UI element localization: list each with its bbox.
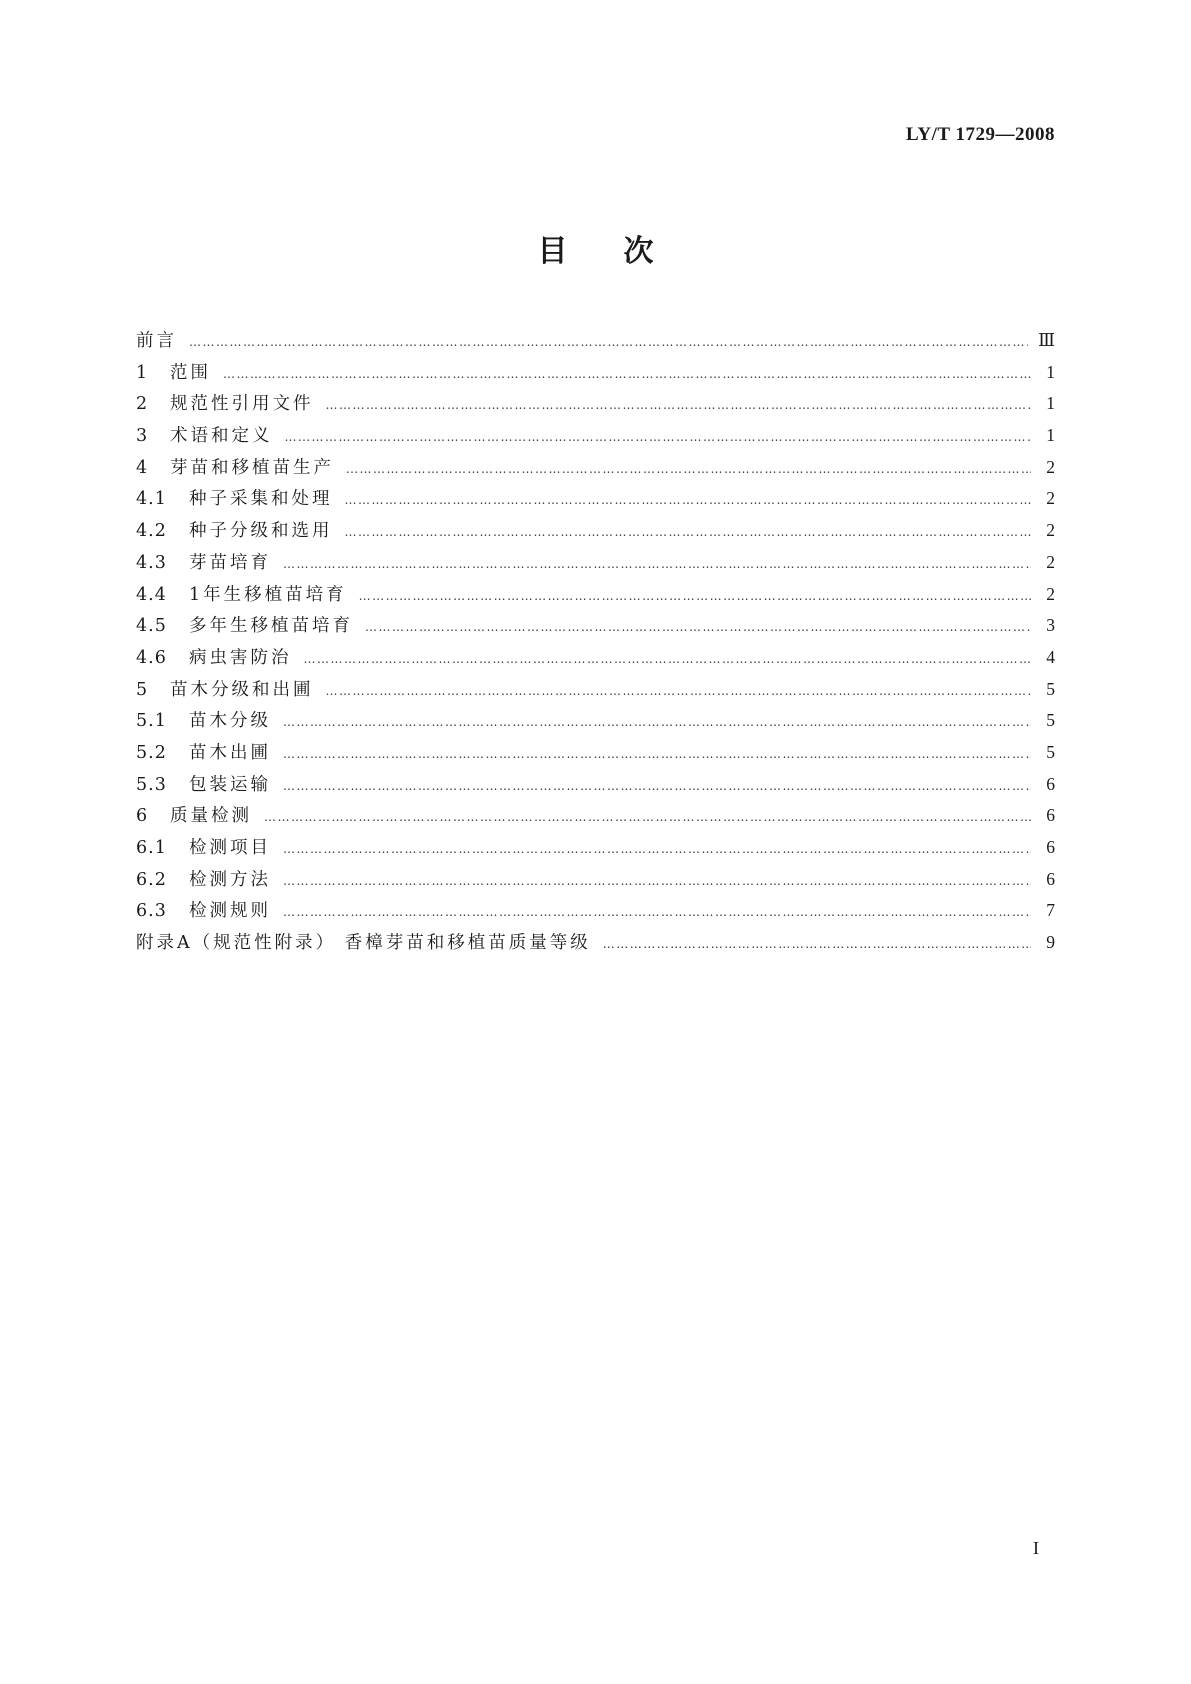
toc-dot-leader xyxy=(345,485,1032,517)
toc-entry-label: 附录A（规范性附录） 香樟芽苗和移植苗质量等级 xyxy=(136,933,591,954)
toc-section-number: 6.3 xyxy=(136,901,167,922)
toc-entry-label: 质量检测 xyxy=(170,806,252,827)
toc-entry-6-3[interactable] xyxy=(136,895,1055,927)
toc-entry-4-4[interactable] xyxy=(136,579,1055,611)
toc-section-number: 4.5 xyxy=(136,616,167,637)
toc-section-number: 4.1 xyxy=(136,489,167,510)
toc-entry-4-6[interactable] xyxy=(136,642,1055,674)
toc-entry-2[interactable] xyxy=(136,388,1055,420)
toc-entry-appendix-a[interactable] xyxy=(136,927,1055,959)
toc-dot-leader xyxy=(326,676,1032,708)
toc-section-number: 5.3 xyxy=(136,774,167,795)
toc-entry-5[interactable] xyxy=(136,674,1055,706)
toc-section-number: 3 xyxy=(136,426,149,447)
toc-entry-label: 检测规则 xyxy=(189,901,271,922)
toc-dot-leader xyxy=(283,549,1031,581)
toc-dot-leader xyxy=(283,771,1031,803)
toc-entry-label: 种子采集和处理 xyxy=(189,489,333,510)
toc-dot-leader xyxy=(283,834,1031,866)
toc-entry-3[interactable] xyxy=(136,420,1055,452)
toc-section-number: 5 xyxy=(136,679,149,700)
toc-entry-label: 1年生移植苗培育 xyxy=(189,584,347,605)
toc-entry-label: 前言 xyxy=(136,331,177,351)
toc-dot-leader xyxy=(223,359,1031,391)
toc-page-number: 1 xyxy=(1046,393,1055,414)
toc-section-number: 5.2 xyxy=(136,742,167,763)
toc-entry-label: 苗木分级 xyxy=(189,711,271,732)
toc-entry-label: 芽苗培育 xyxy=(189,552,271,573)
toc-entry-label: 术语和定义 xyxy=(170,426,273,447)
toc-entry-5-2[interactable] xyxy=(136,737,1055,769)
toc-section-number: 4 xyxy=(136,457,149,478)
standard-code: LY/T 1729—2008 xyxy=(905,124,1055,145)
toc-page-number: 2 xyxy=(1046,520,1055,541)
toc-page-number: 2 xyxy=(1046,551,1055,572)
toc-page-number: 1 xyxy=(1046,425,1055,446)
toc-page-number: 5 xyxy=(1046,678,1055,699)
toc-dot-leader xyxy=(264,802,1031,834)
toc-dot-leader xyxy=(345,517,1032,549)
toc-section-number: 1 xyxy=(136,362,149,383)
toc-entry-4-3[interactable] xyxy=(136,547,1055,579)
toc-entry-1[interactable] xyxy=(136,357,1055,389)
toc-entry-5-3[interactable] xyxy=(136,769,1055,801)
table-of-contents xyxy=(136,325,1055,959)
toc-page-number: 2 xyxy=(1046,583,1055,604)
toc-dot-leader xyxy=(189,327,1028,359)
toc-section-number: 2 xyxy=(136,394,149,415)
toc-entry-6-1[interactable] xyxy=(136,832,1055,864)
toc-section-number: 4.6 xyxy=(136,647,167,668)
toc-entry-4[interactable] xyxy=(136,452,1055,484)
toc-dot-leader xyxy=(304,644,1032,676)
toc-entry-5-1[interactable] xyxy=(136,705,1055,737)
toc-page-number: 3 xyxy=(1046,615,1055,636)
toc-page-number: 5 xyxy=(1046,710,1055,731)
toc-section-number: 6.2 xyxy=(136,869,167,890)
toc-page-number: 9 xyxy=(1046,932,1055,953)
toc-dot-leader xyxy=(285,422,1032,454)
toc-page-number: 2 xyxy=(1046,488,1055,509)
toc-entry-label: 规范性引用文件 xyxy=(170,394,314,415)
toc-page-number: 5 xyxy=(1046,741,1055,762)
toc-entry-label: 苗木分级和出圃 xyxy=(170,679,314,700)
toc-page-number: 7 xyxy=(1046,900,1055,921)
toc-entry-6[interactable] xyxy=(136,800,1055,832)
toc-page-number: 1 xyxy=(1046,361,1055,382)
toc-page-number: 6 xyxy=(1046,773,1055,794)
toc-section-number: 4.2 xyxy=(136,521,167,542)
toc-dot-leader xyxy=(283,897,1031,929)
toc-entry-label: 检测方法 xyxy=(189,869,271,890)
toc-entry-foreword[interactable] xyxy=(136,325,1055,357)
toc-entry-label: 多年生移植苗培育 xyxy=(189,616,353,637)
toc-entry-label: 种子分级和选用 xyxy=(189,521,333,542)
toc-entry-4-5[interactable] xyxy=(136,610,1055,642)
toc-section-number: 6.1 xyxy=(136,838,167,858)
toc-page-number: 2 xyxy=(1046,456,1055,477)
toc-entry-4-2[interactable] xyxy=(136,515,1055,547)
toc-dot-leader xyxy=(283,739,1031,771)
toc-dot-leader xyxy=(603,929,1031,961)
toc-entry-label: 病虫害防治 xyxy=(189,647,292,668)
toc-section-number: 4.4 xyxy=(136,584,167,605)
toc-entry-label: 包装运输 xyxy=(189,774,271,795)
toc-page-number: Ⅲ xyxy=(1038,330,1055,350)
toc-dot-leader xyxy=(346,454,1031,486)
toc-section-number: 6 xyxy=(136,806,149,827)
toc-entry-label: 范围 xyxy=(170,362,211,383)
toc-page-number: 6 xyxy=(1046,868,1055,889)
toc-entry-4-1[interactable] xyxy=(136,483,1055,515)
toc-entry-label: 苗木出圃 xyxy=(189,742,271,763)
toc-dot-leader xyxy=(283,866,1031,898)
toc-section-number: 4.3 xyxy=(136,552,167,573)
page-title: 目次 xyxy=(537,234,710,269)
page-number: I xyxy=(1033,1538,1039,1558)
toc-entry-6-2[interactable] xyxy=(136,864,1055,896)
toc-page-number: 6 xyxy=(1046,805,1055,826)
toc-entry-label: 检测项目 xyxy=(189,838,271,858)
toc-section-number: 5.1 xyxy=(136,711,167,732)
toc-page-number: 4 xyxy=(1046,646,1055,667)
toc-dot-leader xyxy=(359,581,1031,613)
toc-dot-leader xyxy=(283,707,1031,739)
toc-dot-leader xyxy=(326,390,1032,422)
toc-page-number: 6 xyxy=(1046,837,1055,857)
toc-entry-label: 芽苗和移植苗生产 xyxy=(170,457,334,478)
toc-dot-leader xyxy=(365,612,1031,644)
